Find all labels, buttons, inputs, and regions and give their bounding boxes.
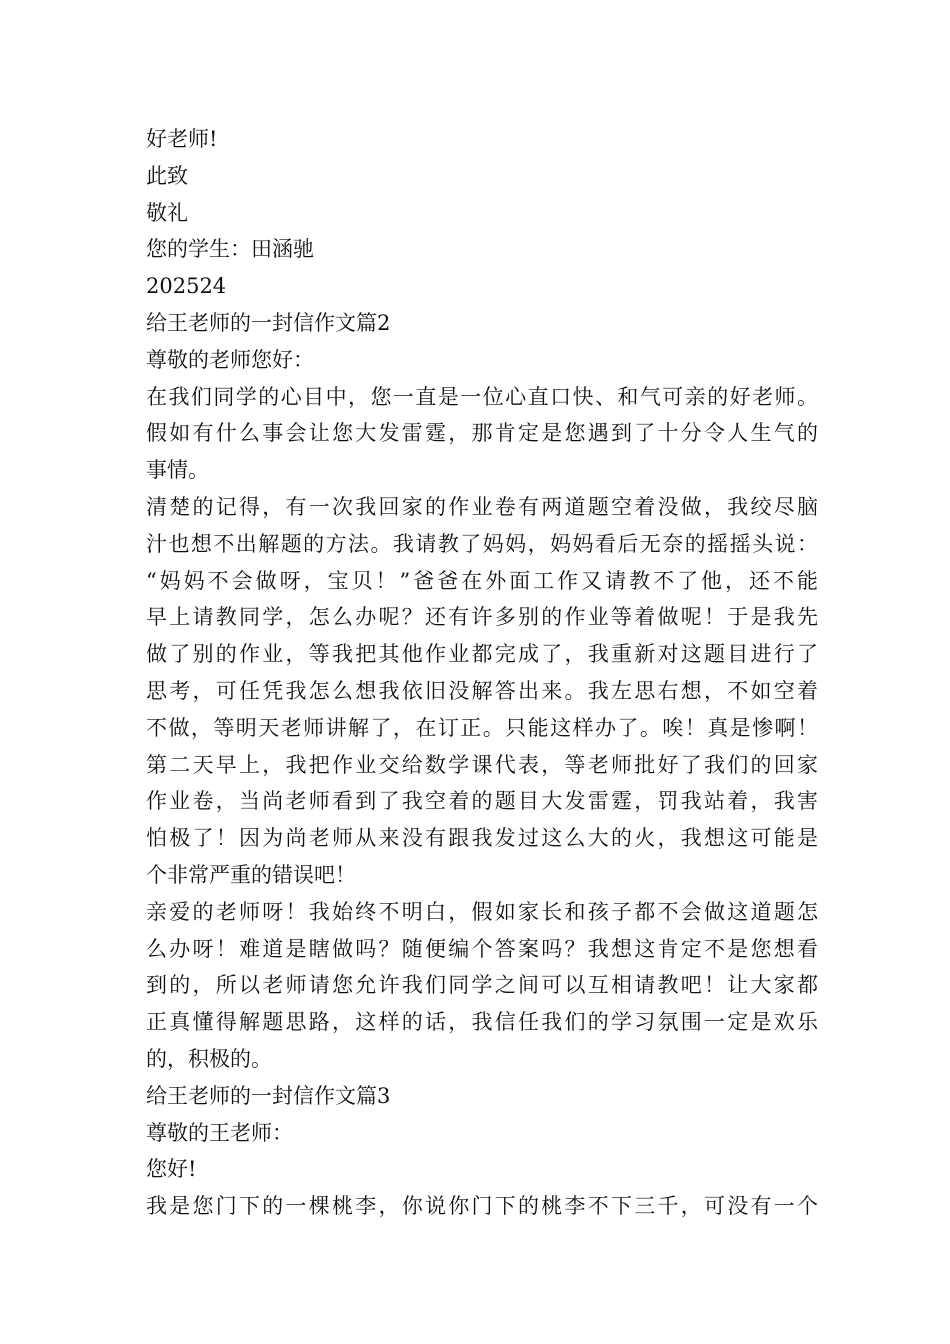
body-line: 思考，可任凭我怎么想我依旧没解答出来。我左思右想，不如空着: [146, 678, 818, 703]
body-line: 不做，等明天老师讲解了，在订正。只能这样办了。唉！真是惨啊！: [146, 715, 818, 740]
body-line: 我是您门下的一棵桃李，你说你门下的桃李不下三千，可没有一个: [146, 1194, 818, 1219]
closing-line: 好老师!: [146, 127, 218, 151]
body-line: 事情。: [146, 458, 209, 483]
letter-document: [146, 121, 818, 1225]
section-heading-3: 给王老师的一封信作文篇3: [146, 1083, 391, 1108]
greeting-line: 尊敬的老师您好：: [146, 347, 314, 372]
body-line: 第二天早上，我把作业交给数学课代表，等老师批好了我们的回家: [146, 752, 818, 777]
body-line: 早上请教同学，怎么办呢？还有许多别的作业等着做呢！于是我先: [146, 605, 818, 630]
body-line: 的，积极的。: [146, 1046, 272, 1071]
body-line: “妈妈不会做呀，宝贝！”爸爸在外面工作又请教不了他，还不能: [146, 568, 818, 593]
body-line: 到的，所以老师请您允许我们同学之间可以互相请教吧！让大家都: [146, 973, 818, 998]
date-line: 202524: [146, 274, 227, 299]
salutation-zhizhi: 此致: [146, 163, 188, 188]
greeting-line: 尊敬的王老师：: [146, 1120, 293, 1145]
body-line: 怕极了！因为尚老师从来没有跟我发过这么大的火，我想这可能是: [146, 826, 818, 851]
body-line: 亲爱的老师呀！我始终不明白，假如家长和孩子都不会做这道题怎: [146, 899, 818, 924]
greeting-line: 您好!: [146, 1157, 197, 1182]
signature-line: 您的学生：田涵驰: [146, 237, 314, 262]
body-line: 汁也想不出解题的方法。我请教了妈妈，妈妈看后无奈的摇摇头说：: [146, 531, 818, 556]
body-line: 么办呀！难道是瞎做吗？随便编个答案吗？我想这肯定不是您想看: [146, 936, 818, 961]
salutation-jingli: 敬礼: [146, 200, 188, 225]
body-line: 个非常严重的错误吧！: [146, 862, 356, 887]
body-line: 正真懂得解题思路，这样的话，我信任我们的学习氛围一定是欢乐: [146, 1010, 818, 1035]
body-line: 做了别的作业，等我把其他作业都完成了，我重新对这题目进行了: [146, 642, 818, 667]
body-line: 在我们同学的心目中，您一直是一位心直口快、和气可亲的好老师。: [146, 384, 818, 409]
section-heading-2: 给王老师的一封信作文篇2: [146, 310, 391, 335]
body-line: 假如有什么事会让您大发雷霆，那肯定是您遇到了十分令人生气的: [146, 421, 818, 446]
body-line: 作业卷，当尚老师看到了我空着的题目大发雷霆，罚我站着，我害: [146, 789, 818, 814]
body-line: 清楚的记得，有一次我回家的作业卷有两道题空着没做，我绞尽脑: [146, 494, 818, 519]
